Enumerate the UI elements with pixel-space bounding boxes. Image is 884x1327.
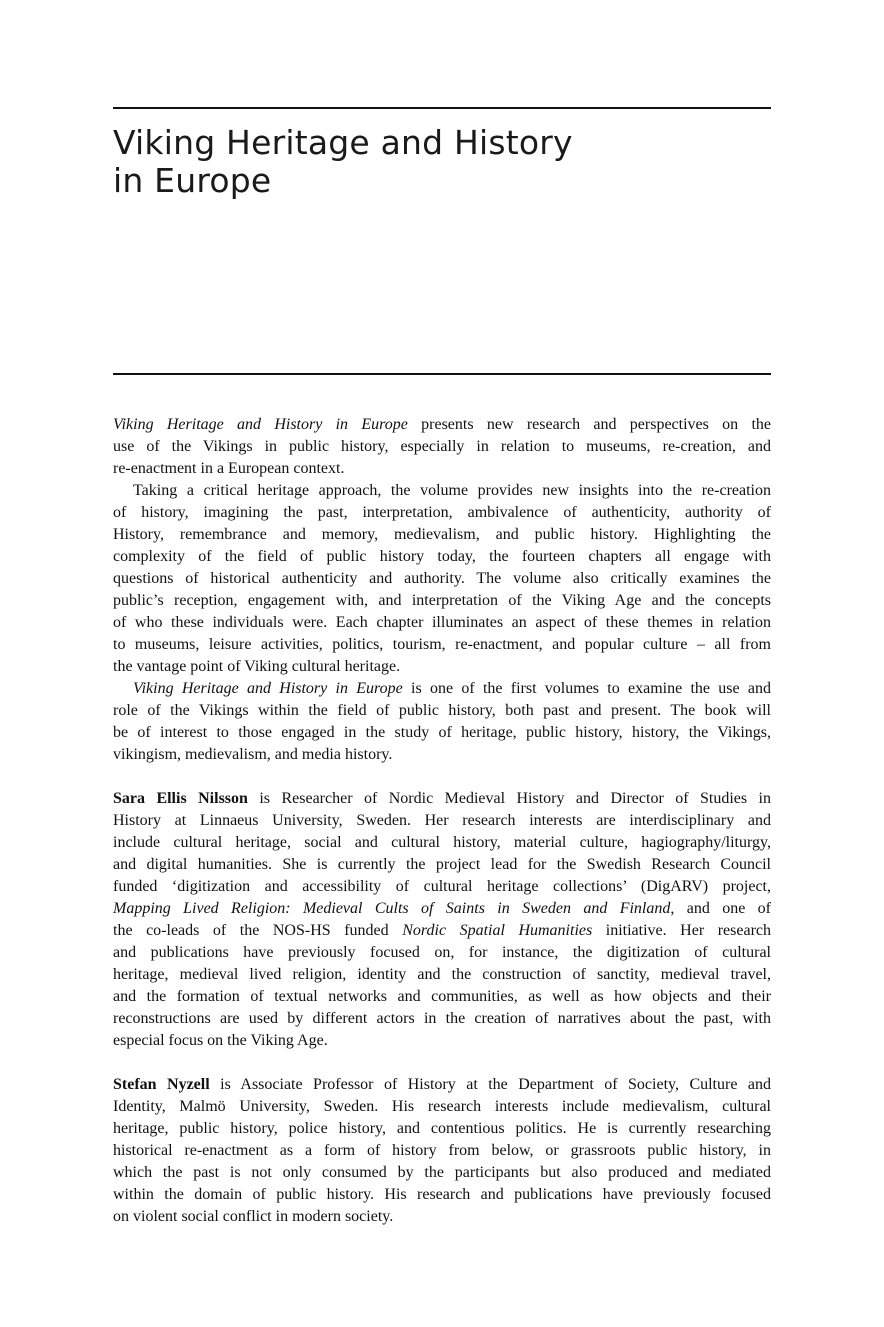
text-line xyxy=(113,1140,771,1162)
text-line xyxy=(113,1184,771,1206)
text-line xyxy=(113,546,771,568)
text-segment: vikingism, medievalism, and media history. xyxy=(113,746,393,763)
author-name: Sara Ellis Nilsson xyxy=(113,790,248,807)
text-line xyxy=(113,898,771,920)
text-line xyxy=(113,502,771,524)
text-line xyxy=(113,612,771,634)
author-bio-paragraph xyxy=(113,788,771,1052)
text-segment: is Researcher of Nordic Medieval History and Director of Studies in xyxy=(247,790,771,807)
document-body xyxy=(113,414,771,1228)
text-segment: the co-leads of the NOS-HS funded xyxy=(113,922,403,939)
text-line xyxy=(113,744,771,766)
text-line xyxy=(113,722,771,744)
text-line xyxy=(113,656,771,678)
bottom-rule xyxy=(113,373,771,375)
title-line-2: in Europe xyxy=(113,161,272,200)
description-paragraph xyxy=(113,480,771,678)
top-rule xyxy=(113,107,771,109)
text-line xyxy=(113,810,771,832)
text-segment: public’s reception, engagement with, and interpretation of the Viking Age and the concepts xyxy=(113,592,771,609)
text-line xyxy=(113,986,771,1008)
description-paragraph xyxy=(113,678,771,766)
text-line xyxy=(113,1118,771,1140)
text-line xyxy=(113,1162,771,1184)
text-segment: be of interest to those engaged in the study of heritage, public history, history, the Vikings, xyxy=(113,724,771,741)
author-bio-paragraph xyxy=(113,1074,771,1228)
text-segment: of history, imagining the past, interpretation, ambivalence of authenticity, authority of xyxy=(113,504,771,521)
text-line xyxy=(113,942,771,964)
text-segment: Taking a critical heritage approach, the volume provides new insights into the re-creation xyxy=(133,482,771,499)
text-line xyxy=(113,590,771,612)
text-line xyxy=(113,480,771,502)
text-segment: complexity of the field of public history today, the fourteen chapters all engage with xyxy=(113,548,771,565)
text-line xyxy=(113,634,771,656)
text-segment: especial focus on the Viking Age. xyxy=(113,1032,328,1049)
text-segment: of who these individuals were. Each chapter illuminates an aspect of these themes in relation xyxy=(113,614,771,631)
text-line xyxy=(113,436,771,458)
text-segment: include cultural heritage, social and cultural history, material culture, hagiography/liturgy, xyxy=(113,834,771,851)
text-line xyxy=(113,1030,771,1052)
italic-title: Mapping Lived Religion: Medieval Cults of Saints in Sweden and Finland xyxy=(113,900,671,917)
text-segment: to museums, leisure activities, politics, tourism, re-enactment, and popular culture – all from xyxy=(113,636,771,653)
text-line xyxy=(113,854,771,876)
text-segment: which the past is not only consumed by the participants but also produced and mediated xyxy=(113,1164,771,1181)
text-line xyxy=(113,700,771,722)
text-line xyxy=(113,1074,771,1096)
text-line xyxy=(113,458,771,480)
text-line xyxy=(113,414,771,436)
text-segment: role of the Vikings within the field of public history, both past and present. The book will xyxy=(113,702,771,719)
text-segment: History, remembrance and memory, medievalism, and public history. Highlighting the xyxy=(113,526,771,543)
text-segment: questions of historical authenticity and authority. The volume also critically examines the xyxy=(113,570,771,587)
title-line-1: Viking Heritage and History xyxy=(113,123,573,162)
text-segment: and the formation of textual networks and communities, as well as how objects and their xyxy=(113,988,771,1005)
text-segment: is Associate Professor of History at the Department of Society, Culture and xyxy=(209,1076,772,1093)
text-segment: , and one of xyxy=(670,900,772,917)
text-segment: funded ‘digitization and accessibility of cultural heritage collections’ (DigARV) project, xyxy=(113,878,771,895)
text-line xyxy=(113,920,771,942)
text-line xyxy=(113,832,771,854)
text-line xyxy=(113,524,771,546)
text-segment: heritage, public history, police history, and contentious politics. He is currently researching xyxy=(113,1120,771,1137)
text-segment: historical re-enactment as a form of history from below, or grassroots public history, in xyxy=(113,1142,771,1159)
text-line xyxy=(113,876,771,898)
author-name: Stefan Nyzell xyxy=(113,1076,210,1093)
text-line xyxy=(113,964,771,986)
text-line xyxy=(113,788,771,810)
text-line xyxy=(113,1096,771,1118)
paragraph-gap xyxy=(113,766,771,788)
text-line xyxy=(113,1008,771,1030)
text-line xyxy=(113,1206,771,1228)
text-segment: on violent social conflict in modern society. xyxy=(113,1208,394,1225)
text-segment: reconstructions are used by different actors in the creation of narratives about the past, with xyxy=(113,1010,771,1027)
text-segment: History at Linnaeus University, Sweden. Her research interests are interdisciplinary and xyxy=(113,812,771,829)
text-segment: the vantage point of Viking cultural heritage. xyxy=(113,658,401,675)
page-title xyxy=(113,124,573,200)
text-line xyxy=(113,568,771,590)
italic-title: Viking Heritage and History in Europe xyxy=(113,416,408,433)
text-segment: use of the Vikings in public history, especially in relation to museums, re-creation, and xyxy=(113,438,771,455)
text-segment: is one of the first volumes to examine the use and xyxy=(402,680,771,697)
text-segment: and digital humanities. She is currently the project lead for the Swedish Research Council xyxy=(113,856,771,873)
text-segment: re-enactment in a European context. xyxy=(113,460,345,477)
text-segment: heritage, medieval lived religion, identity and the construction of sanctity, medieval travel, xyxy=(113,966,771,983)
text-segment: presents new research and perspectives on the xyxy=(407,416,771,433)
text-segment: Identity, Malmö University, Sweden. His research interests include medievalism, cultural xyxy=(113,1098,771,1115)
italic-title: Nordic Spatial Humanities xyxy=(402,922,593,939)
text-segment: within the domain of public history. His research and publications have previously focused xyxy=(113,1186,771,1203)
text-segment: and publications have previously focused on, for instance, the digitization of cultural xyxy=(113,944,771,961)
paragraph-gap xyxy=(113,1052,771,1074)
description-paragraph xyxy=(113,414,771,480)
text-segment: initiative. Her research xyxy=(592,922,771,939)
text-line xyxy=(113,678,771,700)
italic-title: Viking Heritage and History in Europe xyxy=(133,680,403,697)
